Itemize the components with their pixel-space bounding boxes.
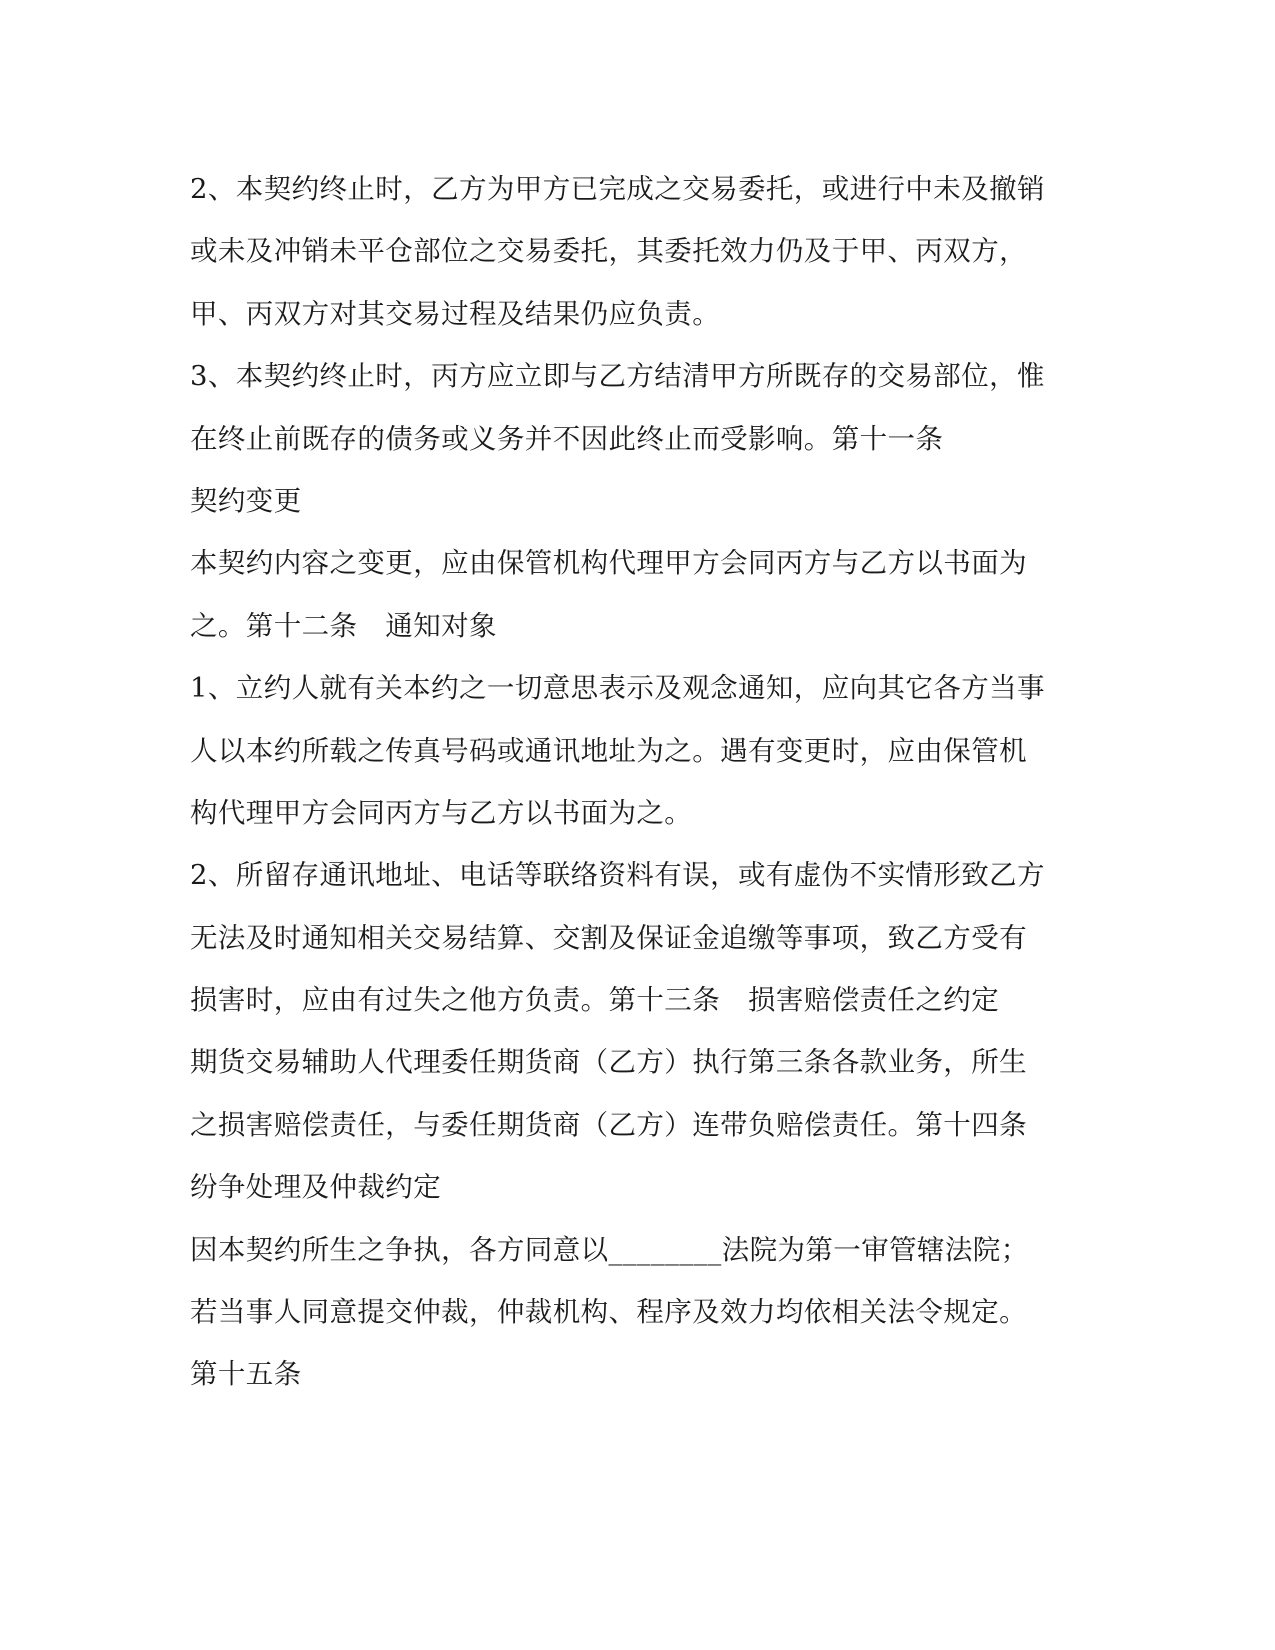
text-line: 构代理甲方会同丙方与乙方以书面为之。 — [190, 796, 693, 829]
text-line: 期货交易辅助人代理委任期货商（乙方）执行第三条各款业务，所生 — [190, 1046, 1027, 1079]
text-line: 3、本契约终止时，丙方应立即与乙方结清甲方所既存的交易部位，惟 — [190, 360, 1045, 393]
section-heading: 契约变更 — [190, 484, 302, 517]
text-line: 本契约内容之变更，应由保管机构代理甲方会同丙方与乙方以书面为 — [190, 547, 1027, 580]
section-heading: 纷争处理及仲裁约定 — [190, 1171, 442, 1204]
text-line: 人以本约所载之传真号码或通讯地址为之。遇有变更时，应由保管机 — [190, 734, 1027, 767]
document-body — [190, 158, 1080, 1406]
section-heading: 第十五条 — [190, 1358, 302, 1391]
text-line: 无法及时通知相关交易结算、交割及保证金追缴等事项，致乙方受有 — [190, 921, 1027, 954]
text-line: 因本契约所生之争执，各方同意以________法院为第一审管辖法院； — [190, 1233, 1029, 1266]
text-line: 之。第十二条 通知对象 — [190, 609, 497, 642]
text-line: 2、本契约终止时，乙方为甲方已完成之交易委托，或进行中未及撤销 — [190, 173, 1045, 205]
text-line: 甲、丙双方对其交易过程及结果仍应负责。 — [190, 297, 721, 330]
text-line: 在终止前既存的债务或义务并不因此终止而受影响。第十一条 — [190, 422, 944, 455]
text-line: 2、所留存通讯地址、电话等联络资料有误，或有虚伪不实情形致乙方 — [190, 859, 1045, 892]
text-line: 之损害赔偿责任，与委任期货商（乙方）连带负赔偿责任。第十四条 — [190, 1108, 1027, 1141]
text-line: 1、立约人就有关本约之一切意思表示及观念通知，应向其它各方当事 — [190, 672, 1045, 705]
text-line: 或未及冲销未平仓部位之交易委托，其委托效力仍及于甲、丙双方， — [190, 235, 1027, 268]
text-line: 若当事人同意提交仲裁，仲裁机构、程序及效力均依相关法令规定。 — [190, 1296, 1027, 1329]
text-line: 损害时，应由有过失之他方负责。第十三条 损害赔偿责任之约定 — [190, 984, 1000, 1017]
